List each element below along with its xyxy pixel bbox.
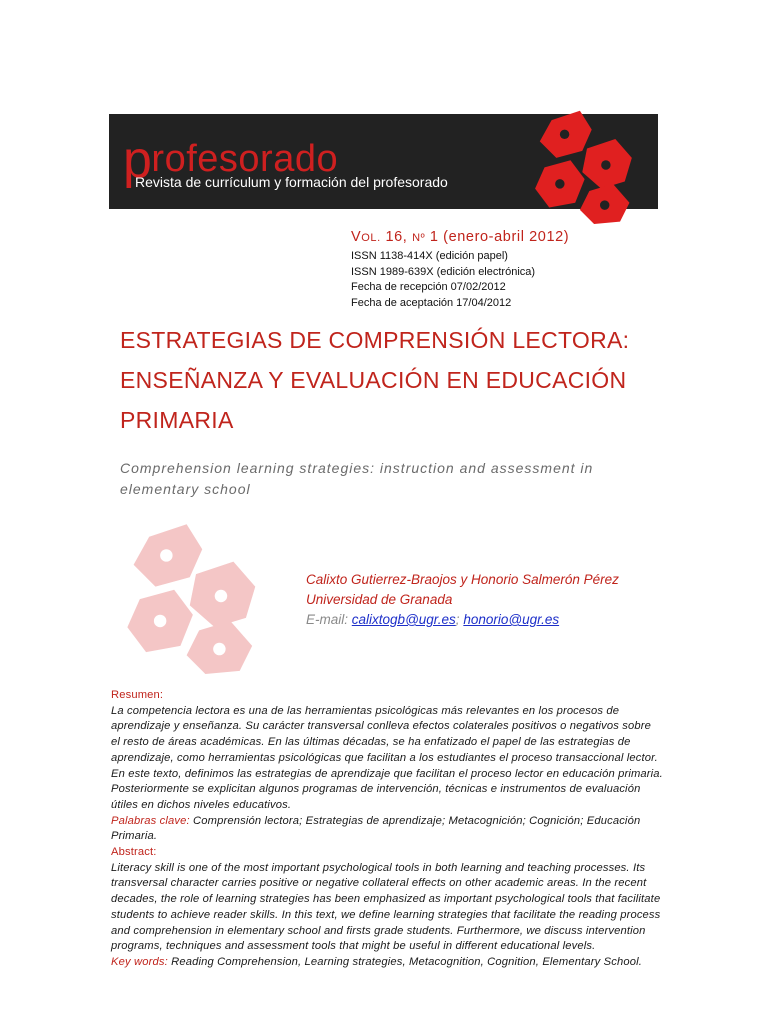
palabras-clave-label: Palabras clave:: [111, 814, 190, 827]
accepted-date: Fecha de aceptación 17/04/2012: [351, 296, 512, 309]
journal-watermark-icon: [118, 518, 274, 674]
title-line-2: ENSEÑANZA Y EVALUACIÓN EN EDUCACIÓN: [120, 367, 627, 393]
abstract-heading: Abstract:: [111, 846, 157, 859]
author-institution: Universidad de Granada: [306, 592, 453, 607]
email-link-1[interactable]: calixtogb@ugr.es: [351, 612, 456, 627]
title-line-1: ESTRATEGIAS DE COMPRENSIÓN LECTORA:: [120, 327, 630, 353]
palabras-clave-text: Comprensión lectora; Estrategias de aprendizaje; Metacognición; Cognición; Educación Primaria.: [111, 814, 641, 843]
issn-print: ISSN 1138-414X (edición papel): [351, 250, 508, 262]
article-title: [120, 320, 680, 440]
key-words-text: Reading Comprehension, Learning strategies, Metacognition, Cognition, Elementary School.: [171, 955, 643, 968]
email-separator: ;: [455, 612, 460, 627]
resumen-heading: Resumen:: [111, 689, 164, 701]
journal-subtitle: Revista de currículum y formación del profesorado: [135, 174, 448, 190]
issn-electronic: ISSN 1989-639X (edición electrónica): [351, 265, 536, 278]
abstract-text: Literacy skill is one of the most important psychological tools in both learning and teaching processes. Its transversal character carries positive or negative collateral effects on other academic areas. In the recent decades, the role of learning strategies has been emphasized as important psychological tools that facilitate students to achieve reader skills. In this text, we define learning strategies that facilitate the reading process and comprehension in elementary school and firsts grade students. Furthermore, we discuss intervention programs, techniques and assessment tools that might be useful in different educational levels.: [111, 861, 661, 953]
author-names: Calixto Gutierrez-Braojos y Honorio Salmerón Pérez: [306, 572, 619, 587]
email-link-2[interactable]: honorio@ugr.es: [463, 612, 560, 627]
received-date: Fecha de recepción 07/02/2012: [351, 281, 506, 293]
journal-banner: [109, 114, 658, 209]
palabras-clave: [111, 814, 663, 845]
journal-emblem-icon: [528, 106, 646, 224]
author-block: [306, 570, 619, 630]
email-label: E-mail:: [306, 612, 349, 627]
journal-logo-text: profesorado: [123, 131, 339, 189]
publication-metadata: [351, 229, 569, 311]
abstract-block: [111, 688, 663, 971]
title-line-3: PRIMARIA: [120, 407, 234, 433]
volume-issue: VOL. 16, Nº 1 (enero-abril 2012): [351, 229, 570, 245]
key-words: [111, 955, 663, 971]
author-emails: [306, 610, 619, 630]
key-words-label: Key words:: [111, 955, 168, 968]
resumen-text: La competencia lectora es una de las herramientas psicológicas más relevantes en los procesos de aprendizaje y enseñanza. Su carácter transversal conlleva efectos colaterales positivos o negativos sobre el resto de áreas académicas. En las últimas décadas, se ha enfatizado el papel de las estrategias de aprendizaje, como herramientas psicológicas que facilitan a los estudiantes el proceso transaccional lector. En este texto, definimos las estrategias de aprendizaje que facilitan el proceso lector en educación primaria. Posteriormente se explicitan algunos programas de intervención, técnicas e instrumentos de evaluación útiles en dichos niveles educativos.: [111, 704, 663, 811]
english-title: Comprehension learning strategies: instruction and assessment in elementary school: [120, 460, 594, 497]
